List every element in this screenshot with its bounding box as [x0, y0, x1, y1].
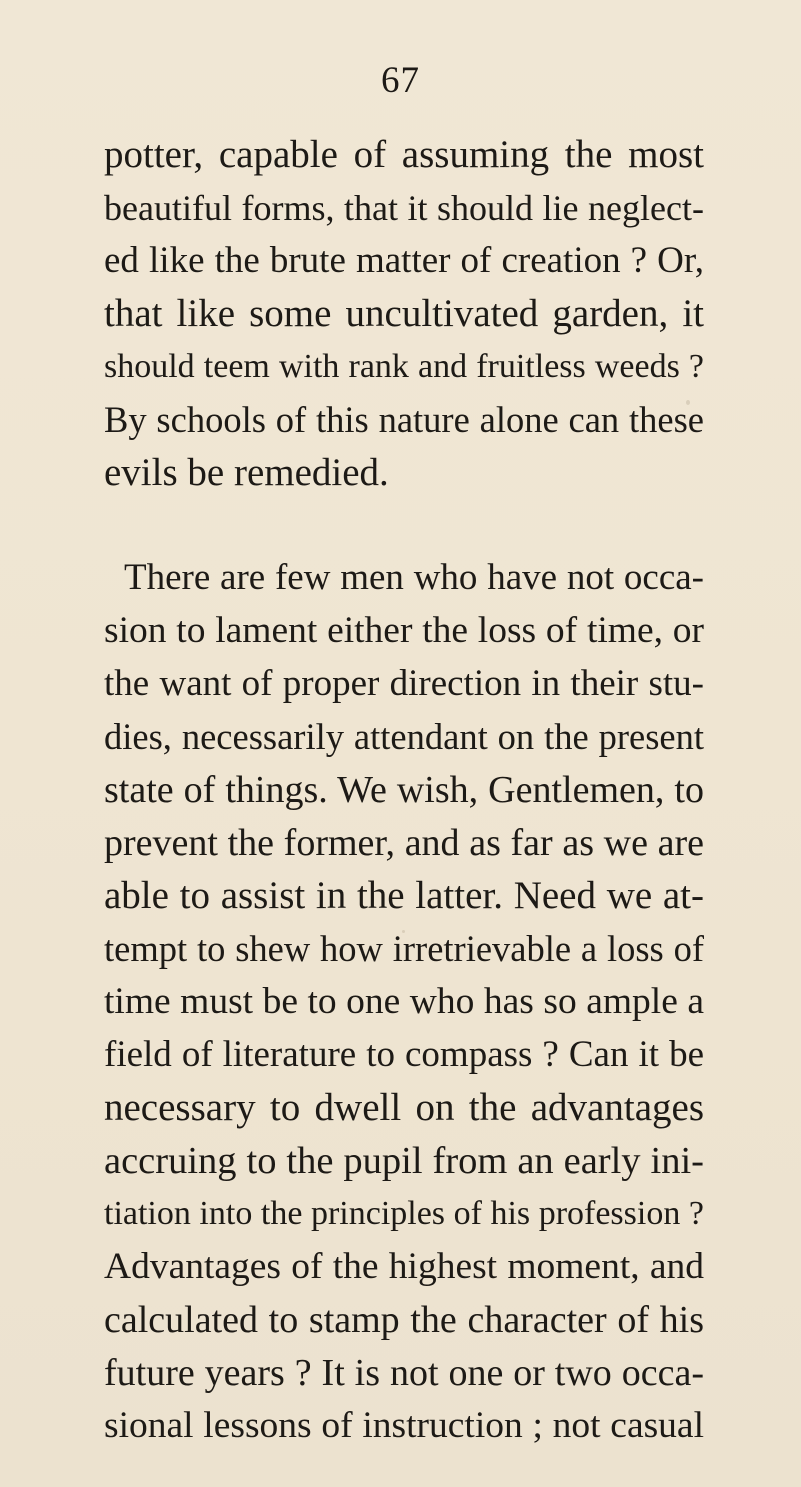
- text-line: future years ? It is not one or two occa-: [104, 1352, 704, 1394]
- text-line: ed like the brute matter of creation ? Or,: [104, 240, 704, 281]
- text-line: prevent the former, and as far as we are: [104, 822, 704, 864]
- text-line: evils be remedied.: [104, 451, 389, 494]
- text-line: able to assist in the latter. Need we at-: [104, 874, 704, 917]
- text-line: state of things. We wish, Gentlemen, to: [104, 769, 704, 811]
- text-line: the want of proper direction in their stu-: [104, 663, 704, 704]
- text-line: necessary to dwell on the advantages: [104, 1086, 704, 1129]
- text-line: that like some uncultivated garden, it: [104, 292, 704, 335]
- paper-spot: [402, 930, 405, 933]
- text-line: There are few men who have not occa-: [124, 557, 704, 598]
- text-line: By schools of this nature alone can these: [104, 399, 704, 440]
- text-line: time must be to one who has so ample a: [104, 981, 704, 1022]
- text-line: dies, necessarily attendant on the present: [104, 716, 704, 757]
- text-line: Advantages of the highest moment, and: [104, 1246, 704, 1287]
- page-number: 67: [381, 60, 420, 101]
- text-line: should teem with rank and fruitless weeds ?: [104, 348, 704, 385]
- text-line: accruing to the pupil from an early ini-: [104, 1140, 704, 1182]
- text-line: sion to lament either the loss of time, or: [104, 610, 704, 651]
- paper-spot: [686, 400, 690, 405]
- text-line: field of literature to compass ? Can it be: [104, 1034, 704, 1075]
- text-line: potter, capable of assuming the most: [104, 133, 704, 176]
- text-line: tempt to shew how irretrievable a loss of: [104, 928, 704, 969]
- text-line: calculated to stamp the character of his: [104, 1299, 704, 1341]
- text-line: beautiful forms, that it should lie neglect-: [104, 188, 704, 228]
- text-line: tiation into the principles of his profession ?: [104, 1195, 704, 1232]
- text-line: sional lessons of instruction ; not casual: [104, 1405, 704, 1446]
